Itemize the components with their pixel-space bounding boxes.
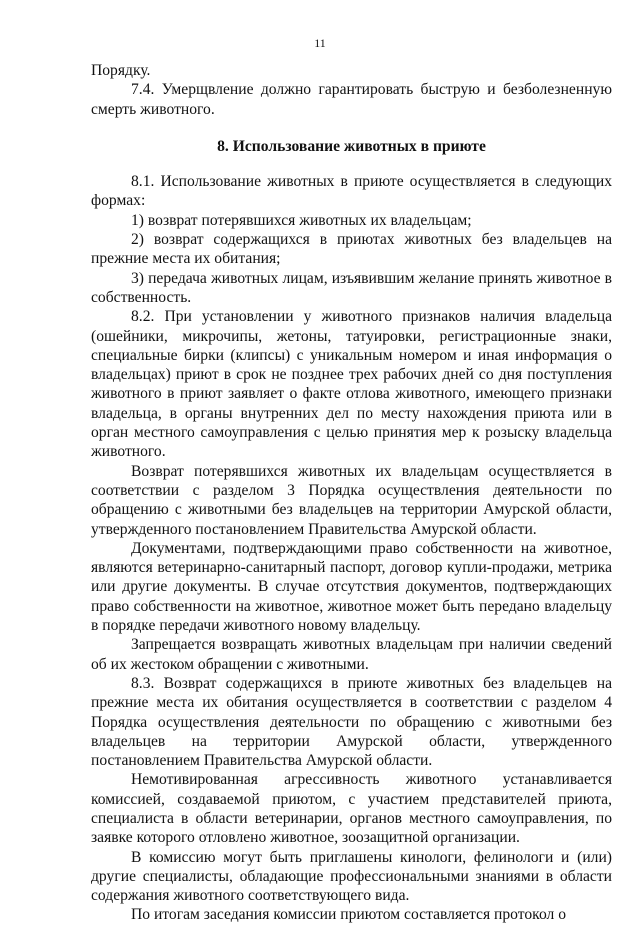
paragraph: 7.4. Умерщвление должно гарантировать быструю и безболезненную смерть животного. xyxy=(91,81,612,118)
paragraph: По итогам заседания комиссии приютом составляется протокол о xyxy=(131,906,567,924)
paragraph: В комиссию могут быть приглашены кинологи, фелинологи и (или) другие специалисты, обладающие профессиональными знаниями в области содержания животного соответствующего вида. xyxy=(91,848,612,905)
paragraph: 2) возврат содержащихся в приютах животных без владельцев на прежние места их обитания; xyxy=(91,231,612,268)
paragraph: 8.3. Возврат содержащихся в приюте животных без владельцев на прежние места их обитания осуществляется в соответствии с разделом 4 Порядка осуществления деятельности по обращению с животными без владельцев на территории Амурской области, утвержденного постановлением Правительства Амурской области. xyxy=(91,674,612,770)
paragraph: Запрещается возвращать животных владельцам при наличии сведений об их жестоком обращении с животными. xyxy=(91,636,612,673)
paragraph: Возврат потерявшихся животных их владельцам осуществляется в соответствии с разделом 3 Порядка осуществления деятельности по обращению с животными без владельцев на территории Амурской области, утвержденного постановлением Правительства Амурской области. xyxy=(91,462,612,538)
document-body xyxy=(91,61,612,925)
page-number: 11 xyxy=(314,36,326,50)
paragraph: Порядку. xyxy=(91,62,151,79)
paragraph: Документами, подтверждающими право собственности на животное, являются ветеринарно-санитарный паспорт, договор купли-продажи, метрика или другие документы. В случае отсутствия документов, подтверждающих право собственности на животное, животное может быть передано владельцу в порядке передачи животного новому владельцу. xyxy=(91,539,612,635)
section-heading: 8. Использование животных в приюте xyxy=(217,137,486,155)
paragraph: 3) передача животных лицам, изъявившим желание принять животное в собственность. xyxy=(91,269,612,306)
paragraph: 8.1. Использование животных в приюте осуществляется в следующих формах: xyxy=(91,173,612,210)
paragraph: Немотивированная агрессивность животного устанавливается комиссией, создаваемой приютом, с участием представителей приюта, специалиста в области ветеринарии, органов местного самоуправления, по заявке которого отловлено животное, зоозащитной организации. xyxy=(91,771,612,847)
paragraph: 1) возврат потерявшихся животных их владельцам; xyxy=(131,211,472,229)
paragraph: 8.2. При установлении у животного признаков наличия владельца (ошейники, микрочипы, жетоны, татуировки, регистрационные знаки, специальные бирки (клипсы) с уникальным номером и иная информация о владельцах) приют в срок не позднее трех рабочих дней со дня поступления животного в приют заявляет о факте отлова животного, имеющего признаки владельца, в органы внутренних дел по месту нахождения приюта или в орган местного самоуправления с целью принятия мер к розыску владельца животного. xyxy=(91,308,612,461)
